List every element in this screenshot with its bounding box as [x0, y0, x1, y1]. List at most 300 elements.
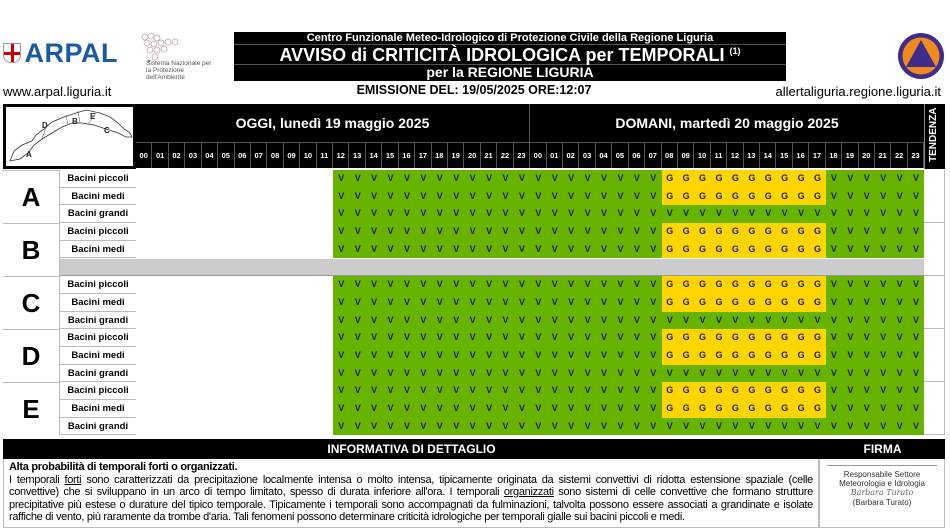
level-cell: V	[547, 312, 563, 330]
level-cell: V	[875, 188, 891, 206]
level-cell	[202, 365, 218, 383]
info-text: I temporali	[9, 473, 65, 486]
level-cell: V	[481, 312, 497, 330]
level-cell: G	[711, 400, 727, 418]
level-cell: V	[514, 294, 530, 312]
level-cell: V	[464, 223, 480, 241]
level-cell: V	[481, 365, 497, 383]
level-cell: V	[530, 294, 546, 312]
level-cell: V	[612, 188, 628, 206]
level-cell: V	[612, 294, 628, 312]
level-cell: G	[678, 241, 694, 259]
info-detail	[3, 459, 819, 528]
level-cell	[267, 400, 283, 418]
level-cell: G	[776, 329, 792, 347]
trend-label: TENDENZA	[928, 107, 939, 162]
basin-label: Bacini medi	[60, 294, 136, 312]
level-cell: V	[399, 223, 415, 241]
level-cell: V	[481, 418, 497, 436]
zone-label-a: A	[3, 170, 60, 223]
level-cell	[300, 347, 316, 365]
level-cell	[284, 329, 300, 347]
level-cell	[169, 294, 185, 312]
level-cell	[136, 170, 152, 188]
allerta-website-link[interactable]: allertaliguria.regione.liguria.it	[775, 84, 941, 99]
hour-cell: 10	[694, 143, 710, 168]
level-cell	[185, 188, 201, 206]
level-cell: V	[349, 241, 365, 259]
level-cell: G	[727, 276, 743, 294]
level-cell: G	[793, 329, 809, 347]
level-cell: V	[678, 365, 694, 383]
forecast-row	[136, 347, 924, 365]
level-cell: V	[694, 205, 710, 223]
level-cell: V	[415, 382, 431, 400]
level-cell: V	[481, 188, 497, 206]
level-cell: G	[793, 223, 809, 241]
level-cell	[185, 276, 201, 294]
level-cell: V	[448, 365, 464, 383]
level-cell: G	[776, 294, 792, 312]
level-cell: V	[333, 205, 349, 223]
level-cell: V	[826, 382, 842, 400]
hour-cell: 12	[333, 143, 349, 168]
level-cell	[235, 418, 251, 436]
trend-header	[924, 104, 945, 169]
level-cell: V	[596, 382, 612, 400]
basin-label: Bacini medi	[60, 400, 136, 418]
level-cell: V	[432, 241, 448, 259]
level-cell: V	[399, 170, 415, 188]
level-cell: V	[891, 241, 907, 259]
level-cell: V	[399, 276, 415, 294]
level-cell: V	[809, 312, 825, 330]
level-cell: V	[842, 276, 858, 294]
level-cell: G	[760, 188, 776, 206]
level-cell	[235, 365, 251, 383]
hour-cell: 00	[136, 143, 152, 168]
level-cell	[169, 382, 185, 400]
level-cell	[218, 294, 234, 312]
level-cell: V	[875, 276, 891, 294]
level-cell	[251, 418, 267, 436]
level-cell: V	[415, 241, 431, 259]
level-cell: V	[481, 382, 497, 400]
level-cell: V	[497, 382, 513, 400]
level-cell: G	[809, 382, 825, 400]
level-cell: V	[547, 329, 563, 347]
level-cell	[202, 276, 218, 294]
level-cell: V	[826, 188, 842, 206]
level-cell: V	[579, 205, 595, 223]
level-cell: V	[349, 400, 365, 418]
level-cell	[152, 347, 168, 365]
level-cell: G	[793, 241, 809, 259]
level-cell: G	[694, 223, 710, 241]
level-cell: G	[744, 170, 760, 188]
level-cell: V	[859, 347, 875, 365]
level-cell: V	[776, 312, 792, 330]
level-cell	[152, 400, 168, 418]
hour-cell: 18	[432, 143, 448, 168]
level-cell: V	[366, 329, 382, 347]
level-cell: V	[563, 347, 579, 365]
basin-label: Bacini piccoli	[60, 223, 136, 241]
level-cell: V	[415, 418, 431, 436]
level-cell: V	[842, 205, 858, 223]
level-cell	[267, 205, 283, 223]
level-cell: V	[399, 329, 415, 347]
forecast-row	[136, 365, 924, 383]
hour-cell: 13	[744, 143, 760, 168]
level-cell	[136, 365, 152, 383]
level-cell: V	[399, 418, 415, 436]
level-cell: V	[727, 205, 743, 223]
level-cell: V	[333, 329, 349, 347]
level-cell: V	[809, 365, 825, 383]
level-cell: V	[826, 294, 842, 312]
level-cell: V	[366, 188, 382, 206]
level-cell: G	[678, 188, 694, 206]
level-cell: V	[744, 418, 760, 436]
level-cell	[267, 170, 283, 188]
level-cell: V	[809, 205, 825, 223]
level-cell: V	[744, 312, 760, 330]
level-cell	[185, 294, 201, 312]
level-cell: V	[382, 241, 398, 259]
level-cell: V	[809, 418, 825, 436]
level-cell: V	[826, 418, 842, 436]
level-cell: V	[891, 382, 907, 400]
level-cell: V	[432, 365, 448, 383]
level-cell: G	[727, 347, 743, 365]
level-cell: V	[497, 400, 513, 418]
hour-cell: 18	[826, 143, 842, 168]
level-cell: V	[891, 400, 907, 418]
level-cell: V	[547, 223, 563, 241]
today-date-header: OGGI, lunedì 19 maggio 2025	[136, 104, 530, 142]
forecast-row	[136, 418, 924, 436]
level-cell: G	[760, 276, 776, 294]
basin-label: Bacini grandi	[60, 418, 136, 436]
level-cell	[136, 294, 152, 312]
level-cell: V	[333, 400, 349, 418]
level-cell: V	[349, 276, 365, 294]
forecast-table	[3, 104, 945, 437]
level-cell: V	[432, 347, 448, 365]
level-cell: G	[744, 188, 760, 206]
level-cell: V	[448, 347, 464, 365]
basin-label: Bacini grandi	[60, 365, 136, 383]
level-cell: V	[366, 312, 382, 330]
level-cell: V	[432, 188, 448, 206]
level-cell	[202, 294, 218, 312]
level-cell: G	[727, 223, 743, 241]
level-cell	[136, 400, 152, 418]
level-cell: G	[678, 170, 694, 188]
level-cell: V	[382, 400, 398, 418]
level-cell	[267, 418, 283, 436]
level-cell: G	[793, 188, 809, 206]
tomorrow-date-header: DOMANI, martedì 20 maggio 2025	[615, 115, 839, 131]
level-cell	[267, 365, 283, 383]
level-cell: V	[859, 170, 875, 188]
level-cell: V	[514, 312, 530, 330]
level-cell	[218, 382, 234, 400]
forecast-row	[136, 223, 924, 241]
level-cell: V	[547, 294, 563, 312]
level-cell	[284, 347, 300, 365]
level-cell	[218, 347, 234, 365]
level-cell: V	[891, 294, 907, 312]
level-cell: V	[415, 188, 431, 206]
level-cell: G	[694, 400, 710, 418]
level-cell: G	[678, 276, 694, 294]
level-cell	[169, 418, 185, 436]
level-cell: V	[530, 223, 546, 241]
level-cell: V	[826, 365, 842, 383]
hour-cell: 11	[711, 143, 727, 168]
level-cell: V	[349, 329, 365, 347]
level-cell: V	[826, 400, 842, 418]
level-cell: G	[744, 329, 760, 347]
level-cell: G	[662, 276, 678, 294]
hour-cell: 23	[908, 143, 924, 168]
level-cell: V	[366, 347, 382, 365]
level-cell: V	[497, 241, 513, 259]
level-cell: V	[349, 347, 365, 365]
level-cell: V	[645, 223, 661, 241]
level-cell	[284, 294, 300, 312]
level-cell: V	[875, 400, 891, 418]
level-cell: V	[612, 365, 628, 383]
map-label-c: C	[104, 126, 110, 135]
level-cell: V	[645, 312, 661, 330]
level-cell: G	[711, 170, 727, 188]
protezione-civile-logo	[897, 32, 945, 80]
level-cell: V	[497, 329, 513, 347]
level-cell: V	[514, 241, 530, 259]
level-cell: V	[563, 382, 579, 400]
level-cell: G	[776, 170, 792, 188]
zone-label-b: B	[3, 223, 60, 276]
level-cell: V	[859, 294, 875, 312]
level-cell: V	[448, 418, 464, 436]
level-cell: V	[563, 418, 579, 436]
level-cell: V	[875, 312, 891, 330]
level-cell: V	[563, 329, 579, 347]
level-cell: V	[448, 294, 464, 312]
level-cell: V	[760, 418, 776, 436]
level-cell: G	[694, 347, 710, 365]
level-cell	[235, 312, 251, 330]
level-cell	[317, 188, 333, 206]
level-cell: V	[793, 365, 809, 383]
level-cell	[152, 418, 168, 436]
level-cell: V	[530, 382, 546, 400]
level-cell: V	[333, 365, 349, 383]
level-cell	[317, 241, 333, 259]
level-cell: V	[399, 294, 415, 312]
level-cell	[284, 170, 300, 188]
level-cell: V	[563, 170, 579, 188]
level-cell: V	[382, 188, 398, 206]
level-cell: V	[432, 418, 448, 436]
title-footnote: (1)	[729, 46, 741, 56]
level-cell	[235, 294, 251, 312]
level-cell: V	[415, 329, 431, 347]
level-cell: V	[464, 188, 480, 206]
level-cell	[136, 276, 152, 294]
level-cell: V	[694, 312, 710, 330]
level-cell: V	[842, 347, 858, 365]
hour-header-row	[136, 142, 924, 168]
level-cell: G	[662, 241, 678, 259]
hour-cell: 16	[793, 143, 809, 168]
level-cell: V	[530, 312, 546, 330]
hour-cell: 08	[662, 143, 678, 168]
hour-cell: 10	[300, 143, 316, 168]
level-cell: V	[629, 382, 645, 400]
level-cell: V	[579, 276, 595, 294]
level-cell: G	[760, 241, 776, 259]
level-cell: G	[711, 382, 727, 400]
level-cell: V	[415, 276, 431, 294]
level-cell: G	[776, 400, 792, 418]
level-cell: V	[859, 312, 875, 330]
arpal-website-link[interactable]: www.arpal.liguria.it	[3, 84, 112, 99]
level-cell	[185, 312, 201, 330]
level-cell	[202, 241, 218, 259]
level-cell: V	[629, 241, 645, 259]
level-cell: G	[776, 241, 792, 259]
level-cell: V	[481, 294, 497, 312]
hour-cell: 01	[547, 143, 563, 168]
level-cell	[251, 205, 267, 223]
level-cell: G	[678, 382, 694, 400]
level-cell	[169, 312, 185, 330]
level-cell	[284, 276, 300, 294]
level-cell: V	[448, 205, 464, 223]
level-cell: V	[415, 223, 431, 241]
level-cell: V	[662, 205, 678, 223]
level-cell: G	[662, 188, 678, 206]
map-label-a: A	[26, 150, 32, 159]
level-cell	[152, 312, 168, 330]
level-cell	[202, 205, 218, 223]
level-cell: V	[629, 418, 645, 436]
level-cell: V	[530, 400, 546, 418]
level-cell: V	[842, 418, 858, 436]
level-cell: V	[563, 241, 579, 259]
level-cell: V	[349, 170, 365, 188]
level-cell: G	[711, 329, 727, 347]
level-cell	[300, 188, 316, 206]
level-cell: V	[645, 347, 661, 365]
level-cell: G	[694, 188, 710, 206]
level-cell: V	[596, 347, 612, 365]
level-cell: V	[859, 365, 875, 383]
level-cell: V	[842, 188, 858, 206]
level-cell: V	[826, 329, 842, 347]
level-cell: V	[366, 276, 382, 294]
level-cell: V	[464, 276, 480, 294]
level-cell	[251, 312, 267, 330]
level-cell: V	[448, 400, 464, 418]
level-cell: V	[678, 418, 694, 436]
level-cell: V	[760, 205, 776, 223]
level-cell	[202, 382, 218, 400]
level-cell: V	[629, 312, 645, 330]
level-cell: G	[662, 382, 678, 400]
level-cell	[136, 329, 152, 347]
level-cell: V	[530, 329, 546, 347]
level-cell	[185, 241, 201, 259]
level-cell: V	[612, 223, 628, 241]
level-cell: V	[382, 329, 398, 347]
level-cell: G	[776, 188, 792, 206]
level-cell	[152, 170, 168, 188]
level-cell: V	[448, 329, 464, 347]
hour-cell: 21	[481, 143, 497, 168]
info-text: sono caratterizzati da precipitazione localmente intensa o molto intensa, tipicamente originata da sistemi convettivi di ridotta estensione spaziale (celle convettive) che si sviluppano in un arco di tempo limitato, spesso di durata inferiore all'ora. I temporali	[9, 473, 813, 499]
level-cell: G	[694, 294, 710, 312]
level-cell: V	[875, 382, 891, 400]
info-paragraph	[9, 474, 813, 524]
level-cell	[300, 312, 316, 330]
level-cell: V	[399, 188, 415, 206]
level-cell: V	[530, 241, 546, 259]
level-cell: V	[727, 312, 743, 330]
level-cell	[218, 276, 234, 294]
level-cell: G	[662, 294, 678, 312]
level-cell	[169, 365, 185, 383]
level-cell	[235, 188, 251, 206]
level-cell	[235, 276, 251, 294]
level-cell: V	[382, 170, 398, 188]
level-cell	[202, 400, 218, 418]
level-cell	[284, 400, 300, 418]
map-label-d: D	[42, 121, 48, 130]
level-cell: G	[744, 382, 760, 400]
level-cell: V	[464, 418, 480, 436]
level-cell: G	[793, 276, 809, 294]
level-cell: V	[563, 276, 579, 294]
level-cell: V	[662, 418, 678, 436]
hour-cell: 23	[514, 143, 530, 168]
hour-cell: 19	[842, 143, 858, 168]
level-cell: V	[645, 400, 661, 418]
level-cell: V	[547, 365, 563, 383]
level-cell	[218, 329, 234, 347]
hour-cell: 22	[497, 143, 513, 168]
level-cell: V	[349, 294, 365, 312]
level-cell: V	[760, 365, 776, 383]
level-cell: V	[826, 223, 842, 241]
basin-label: Bacini grandi	[60, 312, 136, 330]
level-cell: V	[415, 294, 431, 312]
level-cell: V	[842, 312, 858, 330]
level-cell: V	[711, 418, 727, 436]
level-cell	[235, 241, 251, 259]
level-cell: V	[464, 205, 480, 223]
hour-cell: 11	[317, 143, 333, 168]
level-cell	[235, 329, 251, 347]
hour-cell: 09	[678, 143, 694, 168]
hour-cell: 16	[399, 143, 415, 168]
level-cell	[267, 276, 283, 294]
level-cell: V	[349, 205, 365, 223]
